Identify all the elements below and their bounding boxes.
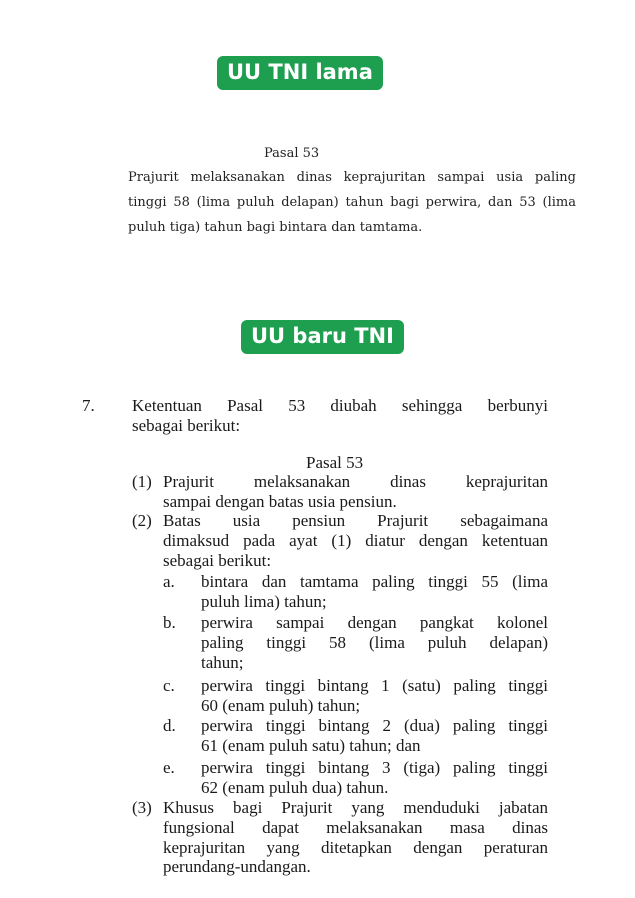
- sub-item-letter: c.: [163, 676, 175, 695]
- ayat-line: fungsional dapat melaksanakan masa dinas: [163, 818, 548, 837]
- ayat-line: dimaksud pada ayat (1) diatur dengan ketentuan: [163, 531, 548, 550]
- amendment-intro-line: Ketentuan Pasal 53 diubah sehingga berbunyi: [132, 396, 548, 415]
- sub-item-line: 62 (enam puluh dua) tahun.: [201, 778, 389, 797]
- sub-item-line: puluh lima) tahun;: [201, 592, 327, 611]
- ayat-line: Batas usia pensiun Prajurit sebagaimana: [163, 511, 548, 530]
- sub-item-line: 60 (enam puluh) tahun;: [201, 696, 361, 715]
- old-text-line: puluh tiga) tahun bagi bintara dan tamtama.: [128, 220, 423, 235]
- sub-item-letter: b.: [163, 613, 176, 632]
- sub-item-letter: d.: [163, 716, 176, 735]
- ayat-line: Khusus bagi Prajurit yang menduduki jabatan: [163, 798, 548, 817]
- ayat-line: sampai dengan batas usia pensiun.: [163, 492, 397, 511]
- ayat-line: keprajuritan yang ditetapkan dengan peraturan: [163, 838, 548, 857]
- ayat-number: (2): [132, 511, 152, 530]
- sub-item-line: tahun;: [201, 653, 244, 672]
- old-text-line: tinggi 58 (lima puluh delapan) tahun bagi perwira, dan 53 (lima: [128, 195, 576, 210]
- sub-item-line: perwira tinggi bintang 3 (tiga) paling tinggi: [201, 758, 548, 777]
- sub-item-line: 61 (enam puluh satu) tahun; dan: [201, 736, 421, 755]
- new-article-title: Pasal 53: [306, 453, 364, 472]
- sub-item-line: perwira tinggi bintang 2 (dua) paling tinggi: [201, 716, 548, 735]
- sub-item-letter: e.: [163, 758, 175, 777]
- old-article-title: Pasal 53: [264, 146, 320, 161]
- ayat-line: sebagai berikut:: [163, 551, 272, 570]
- ayat-line: perundang-undangan.: [163, 857, 311, 876]
- ayat-number: (1): [132, 472, 152, 491]
- old-text-line: Prajurit melaksanakan dinas keprajuritan sampai usia paling: [128, 170, 576, 185]
- amendment-number: 7.: [82, 396, 95, 415]
- ayat-line: Prajurit melaksanakan dinas keprajuritan: [163, 472, 548, 491]
- old-law-badge: UU TNI lama: [217, 56, 383, 90]
- sub-item-line: bintara dan tamtama paling tinggi 55 (lima: [201, 572, 548, 591]
- new-law-badge: UU baru TNI: [241, 320, 404, 354]
- amendment-intro-line: sebagai berikut:: [132, 416, 241, 435]
- sub-item-line: perwira sampai dengan pangkat kolonel: [201, 613, 548, 632]
- sub-item-line: paling tinggi 58 (lima puluh delapan): [201, 633, 548, 652]
- sub-item-line: perwira tinggi bintang 1 (satu) paling tinggi: [201, 676, 548, 695]
- sub-item-letter: a.: [163, 572, 175, 591]
- ayat-number: (3): [132, 798, 152, 817]
